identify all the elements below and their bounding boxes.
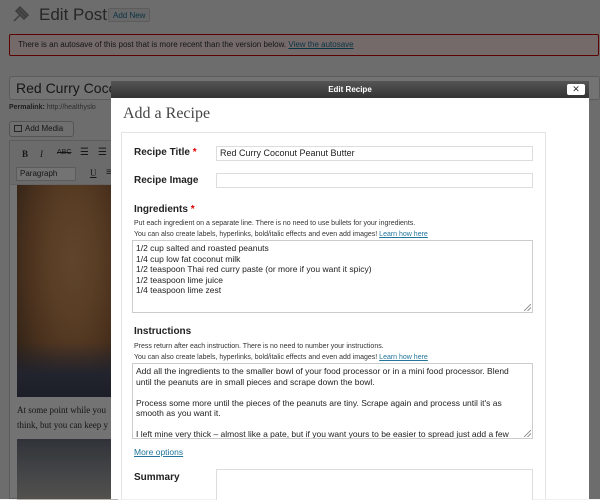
ingredient-line: 1/2 teaspoon Thai red curry paste (or more if you want it spicy) bbox=[136, 264, 372, 274]
ingredients-help-line bbox=[134, 229, 428, 240]
resize-handle[interactable] bbox=[524, 430, 531, 437]
ingredients-textarea[interactable] bbox=[132, 240, 533, 313]
instructions-help-line bbox=[134, 352, 428, 363]
instructions-help bbox=[134, 341, 428, 363]
instruction-line: Process some more until the pieces of the peanuts are tiny. Scrape again and process until it's as bbox=[136, 397, 502, 408]
recipe-title-input[interactable]: Red Curry Coconut Peanut Butter bbox=[216, 146, 533, 161]
recipe-image-input[interactable] bbox=[216, 173, 533, 188]
ingredients-label bbox=[134, 204, 195, 215]
instructions-textarea[interactable] bbox=[132, 363, 533, 439]
learn-how-link[interactable]: Learn how here bbox=[379, 354, 428, 361]
ingredients-help-line: Put each ingredient on a separate line. There is no need to use bullets for your ingredients. bbox=[134, 220, 416, 227]
learn-how-link[interactable]: Learn how here bbox=[379, 231, 428, 238]
required-marker: * bbox=[192, 147, 197, 158]
recipe-title-label bbox=[134, 147, 197, 158]
modal-heading: Add a Recipe bbox=[123, 105, 211, 122]
more-options-link[interactable]: More options bbox=[134, 447, 184, 457]
ingredient-line: 1/2 cup salted and roasted peanuts bbox=[136, 243, 269, 253]
ingredient-line: 1/2 teaspoon lime juice bbox=[136, 274, 223, 285]
ingredients-label-text: Ingredients bbox=[134, 204, 188, 215]
instruction-line: I left mine very thick – almost like a pate, but if you want yours to be easier to spread just add a few bbox=[136, 429, 509, 439]
edit-recipe-modal bbox=[111, 81, 589, 499]
close-icon[interactable]: ✕ bbox=[567, 84, 585, 95]
modal-titlebar bbox=[111, 81, 589, 98]
instructions-help-line: Press return after each instruction. There is no need to number your instructions. bbox=[134, 343, 384, 350]
ingredient-line: 1/4 cup low fat coconut milk bbox=[136, 253, 241, 264]
ingredients-help bbox=[134, 218, 428, 240]
instructions-label: Instructions bbox=[134, 326, 192, 337]
modal-title: Edit Recipe bbox=[328, 85, 372, 94]
recipe-form bbox=[121, 132, 546, 499]
instruction-line: until the peanuts are in small pieces and scrape down the bowl. bbox=[136, 376, 375, 387]
summary-input[interactable] bbox=[216, 469, 533, 500]
required-marker: * bbox=[190, 204, 195, 215]
ingredients-help-text: You can also create labels, hyperlinks, bold/italic effects and even add images! bbox=[134, 231, 378, 238]
resize-handle[interactable] bbox=[524, 304, 531, 311]
recipe-image-label: Recipe Image bbox=[134, 175, 199, 186]
instructions-help-text: You can also create labels, hyperlinks, bold/italic effects and even add images! bbox=[134, 354, 378, 361]
ingredient-line: 1/4 teaspoon lime zest bbox=[136, 285, 222, 295]
instruction-line: smooth as you want it. bbox=[136, 408, 221, 418]
instruction-line: Add all the ingredients to the smaller bowl of your food processor or in a mini food processor. Blend bbox=[136, 366, 509, 376]
summary-label: Summary bbox=[134, 472, 180, 483]
recipe-title-label-text: Recipe Title bbox=[134, 147, 190, 158]
